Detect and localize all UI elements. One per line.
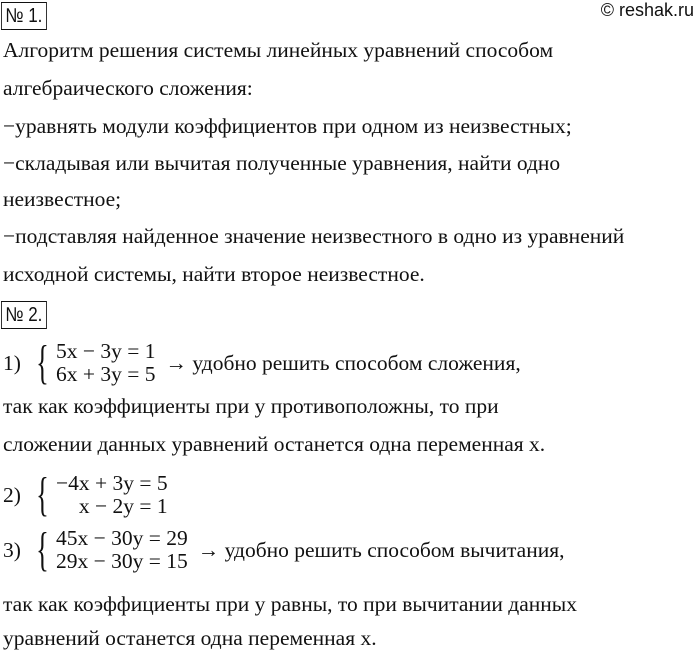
equation: 5x − 3y = 1 (55, 339, 156, 363)
text-line: так как коэффициенты при y равны, то при вычитании данных (3, 592, 577, 616)
item-number: 2) (3, 482, 21, 507)
text-line: так как коэффициенты при y противоположны, то при (3, 394, 499, 418)
task-1-label: № 1. (1, 2, 47, 30)
system-2 (3, 468, 168, 521)
watermark: © reshak.ru (600, 0, 694, 20)
text-line: −складывая или вычитая полученные уравнения, найти одно (3, 151, 561, 175)
equation: 6x + 3y = 5 (55, 362, 156, 386)
text-line: уравнений останется одна переменная x. (3, 626, 377, 650)
equation: x − 2y = 1 (78, 494, 168, 518)
text-line: −подставляя найденное значение неизвестного в одно из уравнений (3, 224, 625, 248)
text-line: Алгоритм решения системы линейных уравнений способом (3, 38, 554, 62)
note: → удобно решить способом вычитания, (197, 537, 565, 562)
brace-icon: { (36, 468, 49, 521)
task-2-label: № 2. (1, 301, 47, 329)
item-number: 3) (3, 537, 21, 562)
text-line: сложении данных уравнений останется одна переменная x. (3, 432, 546, 456)
equation: 29x − 30y = 15 (55, 549, 188, 573)
text-line: неизвестное; (3, 187, 122, 211)
text-line: алгебраического сложения: (3, 76, 253, 100)
equation: −4x + 3y = 5 (55, 471, 168, 495)
note: → удобно решить способом сложения, (165, 350, 521, 375)
text-line: исходной системы, найти второе неизвестное. (3, 262, 425, 286)
system-3 (3, 523, 565, 576)
equation: 45x − 30y = 29 (55, 526, 188, 550)
brace-icon: { (36, 523, 49, 576)
system-1 (3, 336, 521, 389)
item-number: 1) (3, 350, 21, 375)
brace-icon: { (36, 336, 49, 389)
text-line: −уравнять модули коэффициентов при одном из неизвестных; (3, 114, 572, 138)
